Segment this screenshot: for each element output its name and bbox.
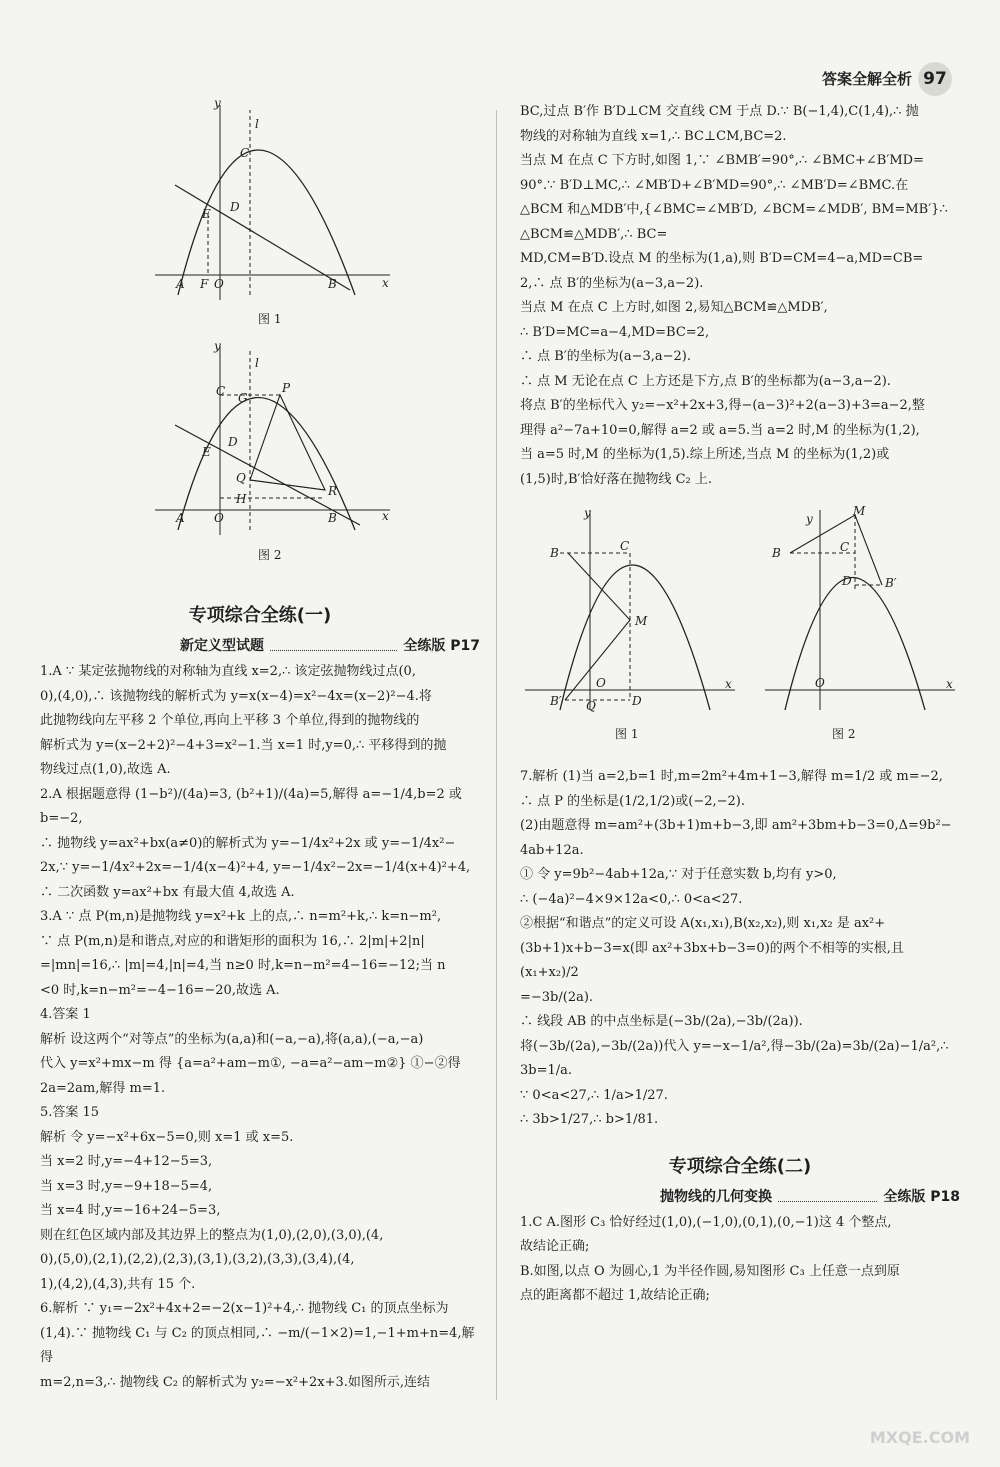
watermark: MXQE.COM [869, 1428, 970, 1447]
svg-text:G: G [238, 391, 248, 405]
figure-2 [150, 340, 400, 540]
svg-text:B: B [772, 546, 781, 560]
text-line: △BCM 和△MDB′中,{∠BMC=∠MB′D, ∠BCM=∠MDB′, BM=MB′}∴ △BCM≌△MDB′,∴ BC= [520, 202, 948, 242]
svg-text:B: B [328, 277, 337, 291]
right-text-mid [520, 765, 960, 1133]
text-line: 3.A ∵ 点 P(m,n)是抛物线 y=x²+k 上的点,∴ n=m²+k,∴ k=n−m², [40, 909, 442, 924]
text-line: <0 时,k=n−m²=−4−16=−20,故选 A. [40, 982, 280, 998]
svg-text:Q: Q [586, 699, 596, 713]
text-line: 故结论正确; [520, 1239, 590, 1254]
text-line: 4.答案 1 [40, 1007, 91, 1022]
text-line: ∴ 点 B′的坐标为(a−3,a−2). [520, 349, 692, 364]
section1-subtitle: 新定义型试题 [180, 638, 264, 654]
svg-text:y: y [584, 506, 591, 520]
text-line: 点的距离都不超过 1,故结论正确; [520, 1288, 710, 1303]
section2-ref: 全练版 P18 [883, 1188, 960, 1205]
text-line: ∴ 点 P 的坐标是(1/2,1/2)或(−2,−2). [520, 793, 745, 809]
text-line: 将点 B′的坐标代入 y₂=−x²+2x+3,得−(a−3)²+2(a−3)+3=a−2,整 [520, 398, 925, 413]
section1-ref: 全练版 P17 [403, 638, 480, 654]
svg-text:l: l [255, 117, 259, 131]
text-line: 4ab+12a. [520, 842, 584, 858]
text-line: 此抛物线向左平移 2 个单位,再向上平移 3 个单位,得到的抛物线的 [40, 713, 420, 728]
text-line: 2x,∵ y=−1/4x²+2x=−1/4(x−4)²+4, y=−1/4x²−2x=−1/4(x+4)²+4, [40, 860, 471, 875]
text-line: ∴ 线段 AB 的中点坐标是(−3b/(2a),−3b/(2a)). [520, 1014, 803, 1029]
page-header [822, 62, 952, 96]
text-line: ∴ 抛物线 y=ax²+bx(a≠0)的解析式为 y=−1/4x²+2x 或 y=−1/4x²− [40, 835, 456, 851]
svg-text:E: E [202, 445, 211, 459]
svg-text:C: C [620, 539, 630, 553]
right-column [520, 100, 960, 492]
text-line: 2,∴ 点 B′的坐标为(a−3,a−2). [520, 275, 704, 291]
text-line: MD,CM=B′D.设点 M 的坐标为(1,a),则 B′D=CM=4−a,MD=CB= [520, 251, 924, 266]
figure-1 [150, 95, 400, 305]
text-line: ① 令 y=9b²−4ab+12a,∵ 对于任意实数 b,均有 y>0, [520, 867, 837, 882]
text-line: ∴ B′D=MC=a−4,MD=BC=2, [520, 324, 710, 340]
svg-text:y: y [214, 96, 221, 110]
svg-text:l: l [255, 356, 259, 370]
text-line: 7.解析 (1)当 a=2,b=1 时,m=2m²+4m+1−3,解得 m=1/2 或 m=−2, [520, 769, 943, 784]
svg-text:C: C [840, 540, 850, 554]
svg-text:C: C [240, 146, 250, 160]
svg-text:B: B [328, 511, 337, 525]
svg-text:M: M [635, 614, 648, 628]
text-line: ∴ 二次函数 y=ax²+bx 有最大值 4,故选 A. [40, 884, 295, 900]
svg-text:H: H [236, 492, 247, 506]
section2-title: 专项综合全练(二) [668, 1155, 812, 1177]
text-line: 将(−3b/(2a),−3b/(2a))代入 y=−x−1/a²,得−3b/(2a)=3b/(2a)−1/a²,∴ 3b=1/a. [520, 1038, 949, 1078]
text-line: =|mn|=16,∴ |m|=4,|n|=4,当 n≥0 时,k=n−m²=4−16=−12;当 n [40, 958, 446, 973]
text-line: 0),(4,0),∴ 该抛物线的解析式为 y=x(x−4)=x²−4x=(x−2)²−4.将 [40, 688, 432, 704]
leader-dots [778, 1183, 877, 1202]
text-line: (2)由题意得 m=am²+(3b+1)m+b−3,即 am²+3bm+b−3=0,Δ=9b²− [520, 818, 952, 833]
text-line: 2.A 根据题意得 (1−b²)/(4a)=3, (b²+1)/(4a)=5,解得 a=−1/4,b=2 或 b=−2, [40, 786, 462, 826]
section2-subtitle: 抛物线的几何变换 [660, 1188, 772, 1205]
svg-text:F: F [200, 277, 209, 291]
svg-text:P: P [282, 381, 291, 395]
svg-text:x: x [382, 509, 389, 523]
text-line: 物线的对称轴为直线 x=1,∴ BC⊥CM,BC=2. [520, 128, 787, 144]
text-line: 物线过点(1,0),故选 A. [40, 762, 171, 777]
svg-text:y: y [806, 512, 813, 526]
text-line: 当 x=4 时,y=−16+24−5=3, [40, 1203, 221, 1218]
text-line: =−3b/(2a). [520, 989, 594, 1005]
svg-text:x: x [946, 677, 953, 691]
text-line: 6.解析 ∵ y₁=−2x²+4x+2=−2(x−1)²+4,∴ 抛物线 C₁ 的顶点坐标为 [40, 1301, 449, 1316]
text-line: (1,4).∵ 抛物线 C₁ 与 C₂ 的顶点相同,∴ −m/(−1×2)=1,−1+m+n=4,解得 [40, 1325, 475, 1365]
text-line: 理得 a²−7a+10=0,解得 a=2 或 a=5.当 a=2 时,M 的坐标为(1,2), [520, 422, 920, 438]
svg-text:C: C [216, 384, 226, 398]
text-line: 则在红色区域内部及其边界上的整点为(1,0),(2,0),(3,0),(4, [40, 1227, 384, 1243]
text-line: 解析 令 y=−x²+6x−5=0,则 x=1 或 x=5. [40, 1129, 294, 1145]
figure-4-caption: 图 2 [832, 727, 856, 741]
svg-text:M: M [853, 505, 866, 518]
text-line: 当 a=5 时,M 的坐标为(1,5).综上所述,当点 M 的坐标为(1,2)或 [520, 447, 890, 462]
right-column-lower [520, 765, 960, 1309]
text-line: 解析 设这两个“对等点”的坐标为(a,a)和(−a,−a),将(a,a),(−a,−a) [40, 1031, 424, 1047]
svg-text:D: D [842, 574, 852, 588]
text-line: 1.A ∵ 某定弦抛物线的对称轴为直线 x=2,∴ 该定弦抛物线过点(0, [40, 664, 416, 679]
text-line: (3b+1)x+b−3=x(即 ax²+3bx+b−3=0)的两个不相等的实根,且 (x₁+x₂)/2 [520, 940, 904, 980]
text-line: ∴ 3b>1/27,∴ b>1/81. [520, 1112, 659, 1127]
text-line: ∴ (−4a)²−4×9×12a<0,∴ 0<a<27. [520, 891, 743, 907]
figure-1-caption: 图 1 [258, 312, 282, 326]
text-line: BC,过点 B′作 B′D⊥CM 交直线 CM 于点 D.∵ B(−1,4),C(1,4),∴ 抛 [520, 104, 919, 119]
text-line: 1.C A.图形 C₃ 恰好经过(1,0),(−1,0),(0,1),(0,−1)这 4 个整点, [520, 1214, 892, 1230]
figure-4 [760, 505, 960, 720]
svg-text:O: O [214, 511, 224, 525]
text-line: ∴ 点 M 无论在点 C 上方还是下方,点 B′的坐标都为(a−3,a−2). [520, 373, 891, 389]
text-line: 当 x=3 时,y=−9+18−5=4, [40, 1178, 213, 1194]
section2-subtitle-row [520, 1183, 960, 1211]
right-text-bottom [520, 1211, 960, 1309]
text-line: ∵ 点 P(m,n)是和谐点,对应的和谐矩形的面积为 16,∴ 2|m|+2|n| [40, 933, 425, 949]
svg-text:O: O [214, 277, 224, 291]
svg-text:D: D [230, 200, 240, 214]
text-line: ∵ 0<a<27,∴ 1/a>1/27. [520, 1087, 668, 1103]
text-line: 90°.∵ B′D⊥MC,∴ ∠MB′D+∠B′MD=90°,∴ ∠MB′D=∠BMC.在 [520, 177, 909, 193]
figure-2-caption: 图 2 [258, 548, 282, 562]
svg-text:O: O [815, 676, 825, 690]
left-column [40, 600, 480, 1395]
text-line: (1,5)时,B′恰好落在抛物线 C₂ 上. [520, 471, 713, 487]
svg-text:A: A [176, 277, 185, 291]
text-line: 0),(5,0),(2,1),(2,2),(2,3),(3,1),(3,2),(3,3),(3,4),(4, [40, 1252, 355, 1267]
text-line: 5.答案 15 [40, 1105, 100, 1120]
section1-subtitle-row [40, 632, 480, 660]
text-line: ②根据“和谐点”的定义可设 A(x₁,x₁),B(x₂,x₂),则 x₁,x₂ 是 ax²+ [520, 916, 886, 931]
figure-3-caption: 图 1 [615, 727, 639, 741]
svg-text:B: B [550, 546, 559, 560]
svg-text:O: O [596, 676, 606, 690]
text-line: 当 x=2 时,y=−4+12−5=3, [40, 1154, 213, 1169]
text-line: 1),(4,2),(4,3),共有 15 个. [40, 1276, 196, 1292]
text-line: 当点 M 在点 C 上方时,如图 2,易知△BCM≌△MDB′, [520, 300, 828, 315]
svg-text:x: x [725, 677, 732, 691]
svg-text:B′: B′ [885, 576, 897, 590]
svg-text:D: D [228, 435, 238, 449]
svg-text:Q: Q [236, 471, 246, 485]
svg-text:R: R [328, 484, 338, 498]
column-divider [496, 110, 497, 1400]
text-line: B.如图,以点 O 为圆心,1 为半径作圆,易知图形 C₃ 上任意一点到原 [520, 1263, 900, 1279]
svg-text:D: D [632, 694, 642, 708]
svg-text:B′: B′ [550, 694, 562, 708]
section1-title: 专项综合全练(一) [188, 605, 332, 626]
svg-text:x: x [382, 276, 389, 290]
svg-text:y: y [214, 340, 221, 353]
page-number: 97 [918, 62, 952, 96]
text-line: 代入 y=x²+mx−m 得 {a=a²+am−m①, −a=a²−am−m②} ①−②得 2a=2am,解得 m=1. [40, 1056, 461, 1096]
svg-text:A: A [176, 511, 185, 525]
figure-3 [520, 505, 740, 720]
text-line: m=2,n=3,∴ 抛物线 C₂ 的解析式为 y₂=−x²+2x+3.如图所示,连结 [40, 1374, 431, 1390]
svg-text:E: E [202, 207, 211, 221]
right-text-top [520, 100, 960, 492]
header-title: 答案全解全析 [821, 70, 912, 88]
leader-dots [270, 632, 397, 651]
text-line: 当点 M 在点 C 下方时,如图 1,∵ ∠BMB′=90°,∴ ∠BMC+∠B′MD= [520, 153, 924, 168]
text-line: 解析式为 y=(x−2+2)²−4+3=x²−1.当 x=1 时,y=0,∴ 平移得到的抛 [40, 737, 447, 753]
left-text-lines [40, 660, 480, 1395]
